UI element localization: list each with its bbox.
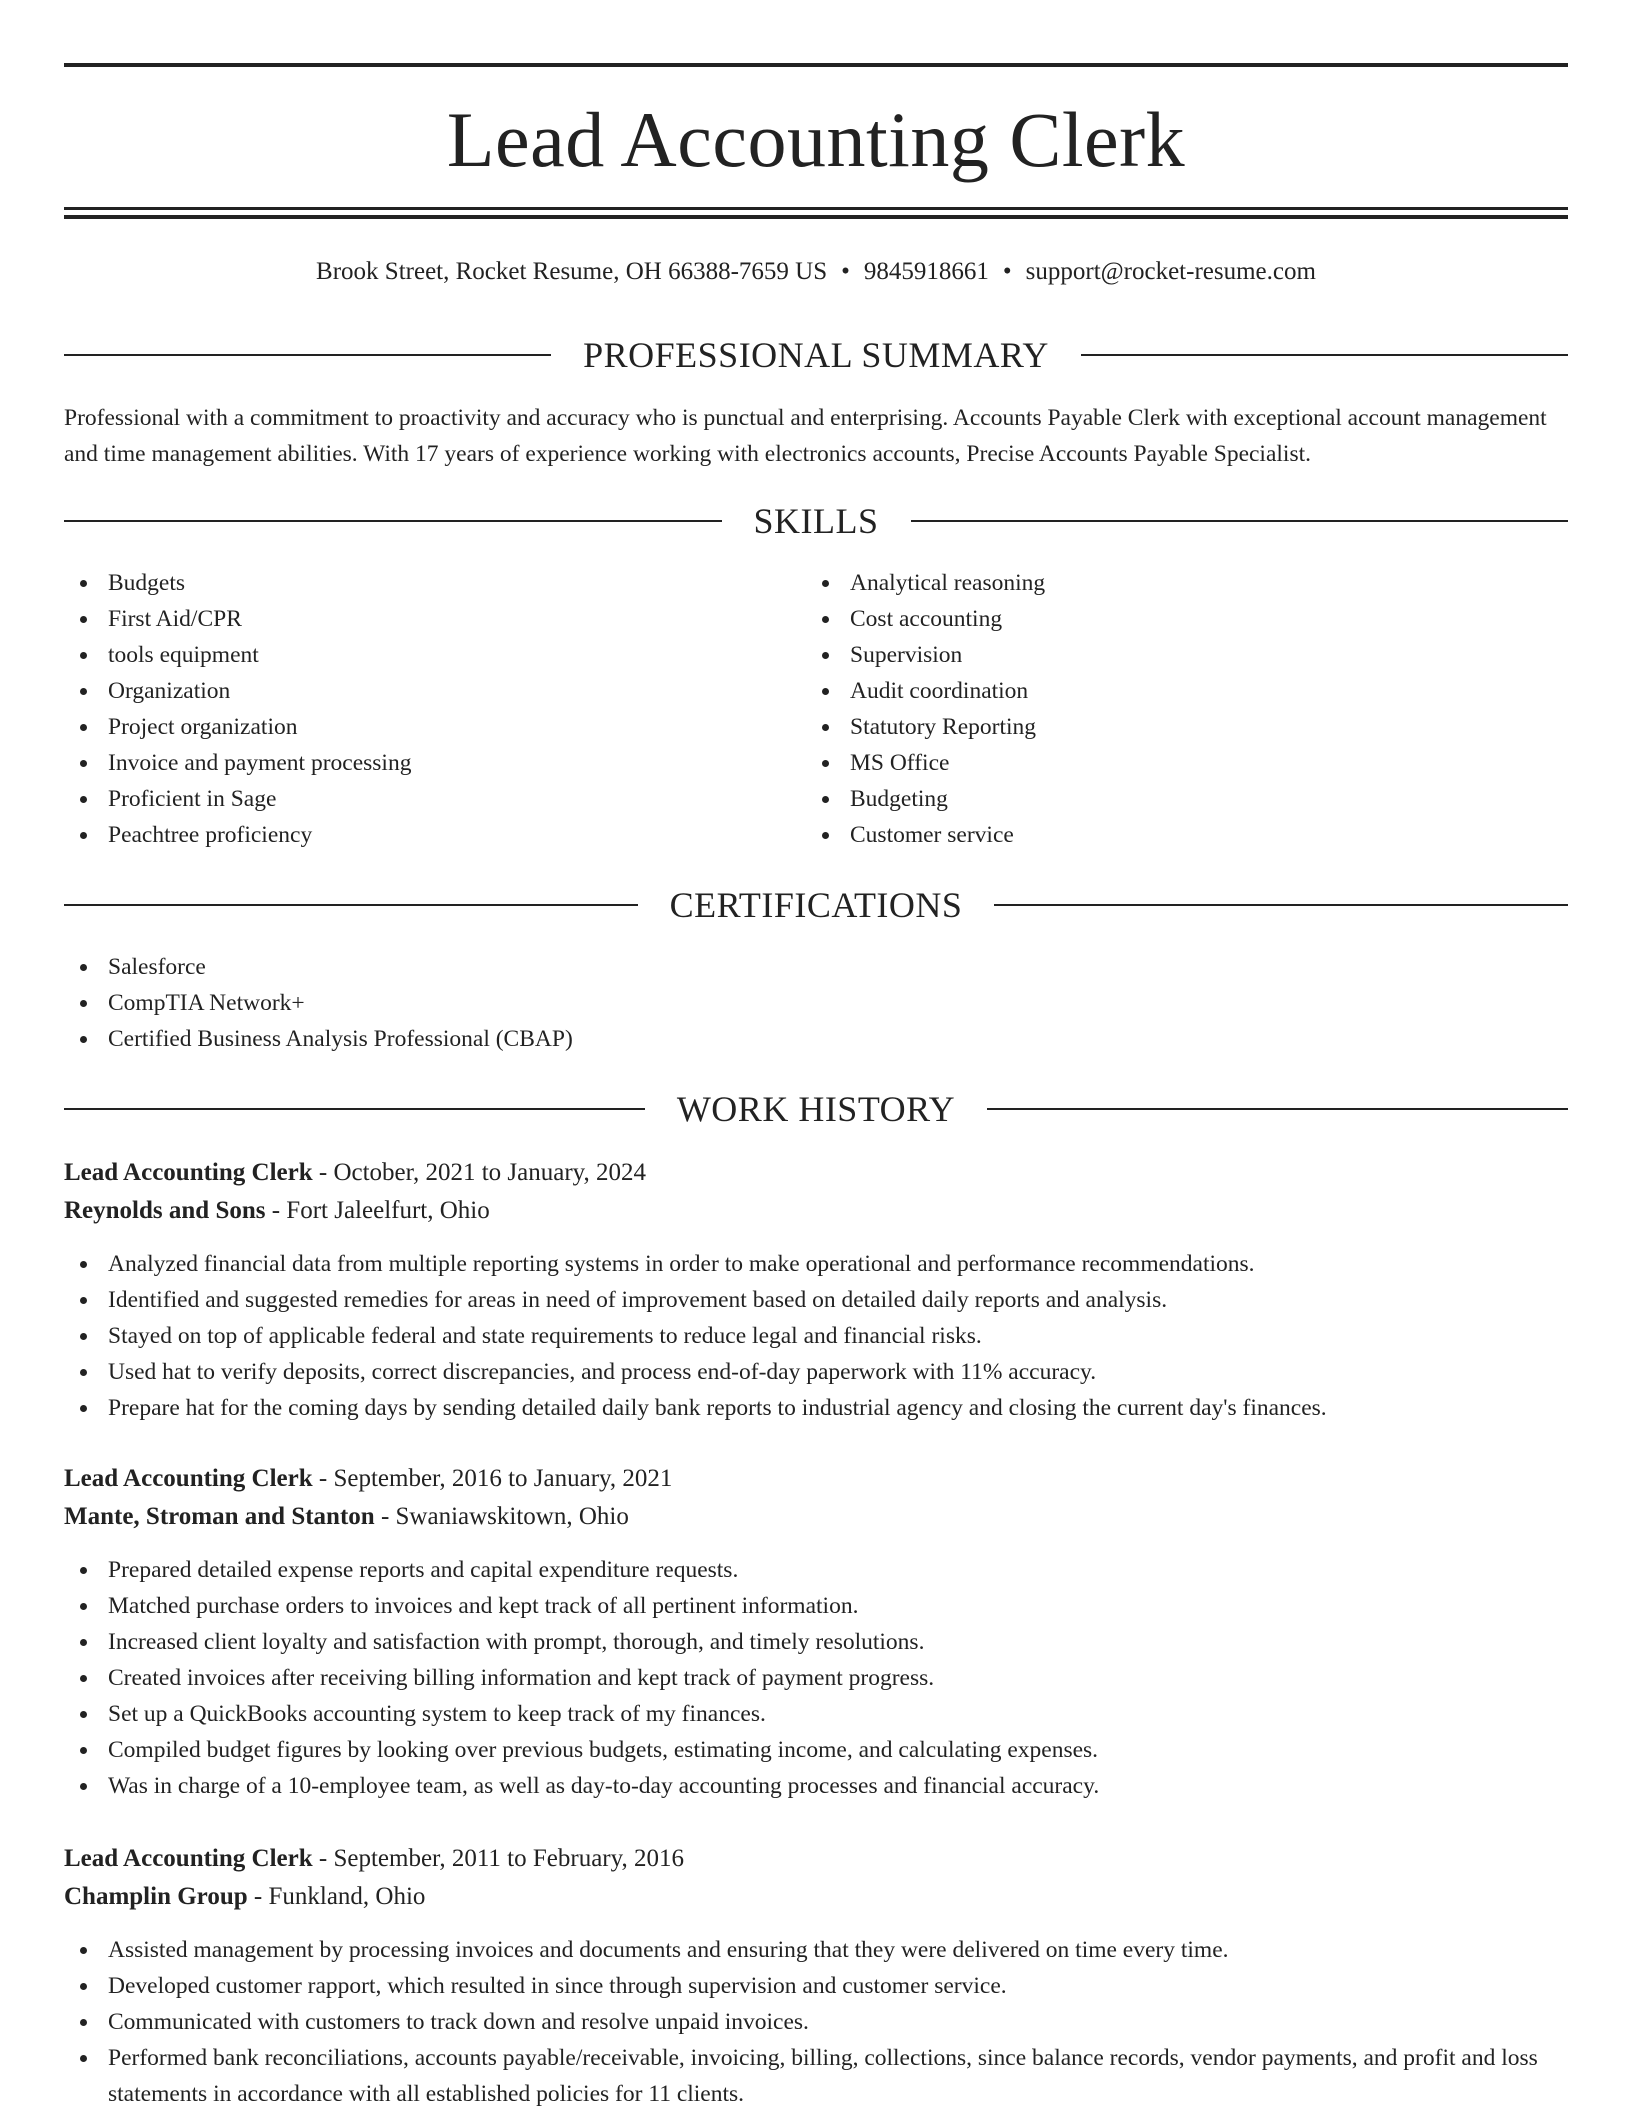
job-bullet: Matched purchase orders to invoices and kept track of all pertinent information.: [64, 1588, 1568, 1624]
certifications-list: [64, 949, 1568, 1057]
job-title-line: [64, 1840, 1568, 1878]
skills-title: SKILLS: [753, 501, 879, 541]
job-location: - Fort Jaleelfurt, Ohio: [265, 1197, 490, 1224]
skill-item: tools equipment: [64, 637, 804, 673]
job-bullet: Communicated with customers to track down and resolve unpaid invoices.: [64, 2004, 1568, 2040]
heading-rule-right: [1081, 354, 1568, 356]
job-location: - Swaniawskitown, Ohio: [374, 1503, 629, 1530]
skill-item: First Aid/CPR: [64, 601, 804, 637]
skill-item: Budgets: [64, 565, 804, 601]
summary-title: PROFESSIONAL SUMMARY: [583, 335, 1049, 375]
work-history-title: WORK HISTORY: [676, 1089, 956, 1129]
header-top-rule: [64, 63, 1568, 67]
contact-separator: •: [1002, 258, 1012, 285]
job-bullets: [64, 1932, 1568, 2112]
summary-heading: [64, 333, 1568, 377]
job-bullet: Set up a QuickBooks accounting system to keep track of my finances.: [64, 1696, 1568, 1732]
contact-email: support@rocket-resume.com: [1025, 258, 1316, 285]
skill-item: Cost accounting: [806, 601, 1566, 637]
skill-item: MS Office: [806, 745, 1566, 781]
job-bullet: Stayed on top of applicable federal and state requirements to reduce legal and financial risks.: [64, 1318, 1568, 1354]
job-company-line: [64, 1878, 1568, 1916]
skill-item: Analytical reasoning: [806, 565, 1566, 601]
certifications-title: CERTIFICATIONS: [669, 885, 963, 925]
job-dates: - September, 2016 to January, 2021: [312, 1465, 673, 1492]
job-title: Lead Accounting Clerk: [64, 1845, 313, 1872]
job-bullet: Prepare hat for the coming days by sending detailed daily bank reports to industrial agency and closing the current day's finances.: [64, 1390, 1568, 1426]
job-company-line: [64, 1192, 1568, 1230]
heading-rule-right: [987, 1108, 1568, 1110]
job-entry: [64, 1154, 1568, 1426]
job-location: - Funkland, Ohio: [247, 1883, 426, 1910]
heading-rule-left: [64, 520, 722, 522]
skill-item: Project organization: [64, 709, 804, 745]
job-bullets: [64, 1552, 1568, 1804]
contact-phone: 9845918661: [863, 258, 989, 285]
job-bullet: Identified and suggested remedies for areas in need of improvement based on detailed daily reports and analysis.: [64, 1282, 1568, 1318]
skills-heading: [64, 499, 1568, 543]
skill-item: Peachtree proficiency: [64, 817, 804, 853]
heading-rule-right: [994, 904, 1568, 906]
job-bullet: Compiled budget figures by looking over previous budgets, estimating income, and calculating expenses.: [64, 1732, 1568, 1768]
skill-item: Audit coordination: [806, 673, 1566, 709]
certifications-heading: [64, 883, 1568, 927]
job-bullet: Created invoices after receiving billing information and kept track of payment progress.: [64, 1660, 1568, 1696]
skill-item: Budgeting: [806, 781, 1566, 817]
skill-item: Supervision: [806, 637, 1566, 673]
job-entry: [64, 1840, 1568, 2112]
certification-item: CompTIA Network+: [64, 985, 1568, 1021]
job-dates: - October, 2021 to January, 2024: [312, 1159, 647, 1186]
skills-list-right: [806, 565, 1566, 853]
work-history-heading: [64, 1087, 1568, 1131]
skill-item: Customer service: [806, 817, 1566, 853]
job-bullet: Assisted management by processing invoices and documents and ensuring that they were delivered on time every time.: [64, 1932, 1568, 1968]
skills-list-left: [64, 565, 804, 853]
summary-text: Professional with a commitment to proactivity and accuracy who is punctual and enterprising. Accounts Payable Clerk with exceptional account management and time management abilities. With 17 years of experience working with electronics accounts, Precise Accounts Payable Specialist.: [64, 405, 1547, 467]
heading-rule-left: [64, 904, 638, 906]
job-bullet: Analyzed financial data from multiple reporting systems in order to make operational and performance recommendations.: [64, 1246, 1568, 1282]
job-title-line: [64, 1154, 1568, 1192]
job-bullet: Performed bank reconciliations, accounts payable/receivable, invoicing, billing, collections, since balance records, vendor payments, and profit and loss statements in accordance with all established policies for 11 clients.: [64, 2040, 1568, 2112]
header-bottom-rule-double: [64, 215, 1568, 219]
job-title: Lead Accounting Clerk: [64, 1159, 313, 1186]
header-bottom-rule: [64, 207, 1568, 210]
job-company: Reynolds and Sons: [64, 1197, 266, 1224]
skill-item: Organization: [64, 673, 804, 709]
contact-separator: •: [841, 258, 850, 285]
heading-rule-left: [64, 354, 551, 356]
contact-line: [64, 252, 1568, 292]
job-title-line: [64, 1460, 1568, 1498]
skill-item: Statutory Reporting: [806, 709, 1566, 745]
heading-rule-right: [911, 520, 1569, 522]
job-bullet: Was in charge of a 10-employee team, as well as day-to-day accounting processes and financial accuracy.: [64, 1768, 1568, 1804]
skill-item: Invoice and payment processing: [64, 745, 804, 781]
heading-rule-left: [64, 1108, 645, 1110]
certification-item: Salesforce: [64, 949, 1568, 985]
job-company: Champlin Group: [64, 1883, 248, 1910]
resume-name: Lead Accounting Clerk: [446, 96, 1186, 183]
contact-address: Brook Street, Rocket Resume, OH 66388-7659 US: [316, 258, 828, 285]
job-bullet: Increased client loyalty and satisfaction with prompt, thorough, and timely resolutions.: [64, 1624, 1568, 1660]
job-bullet: Developed customer rapport, which resulted in since through supervision and customer service.: [64, 1968, 1568, 2004]
job-bullet: Used hat to verify deposits, correct discrepancies, and process end-of-day paperwork with 11% accuracy.: [64, 1354, 1568, 1390]
certification-item: Certified Business Analysis Professional (CBAP): [64, 1021, 1568, 1057]
job-entry: [64, 1460, 1568, 1804]
job-dates: - September, 2011 to February, 2016: [312, 1845, 684, 1872]
job-bullets: [64, 1246, 1568, 1426]
job-company-line: [64, 1498, 1568, 1536]
job-company: Mante, Stroman and Stanton: [64, 1503, 375, 1530]
job-bullet: Prepared detailed expense reports and capital expenditure requests.: [64, 1552, 1568, 1588]
job-title: Lead Accounting Clerk: [64, 1465, 313, 1492]
skill-item: Proficient in Sage: [64, 781, 804, 817]
